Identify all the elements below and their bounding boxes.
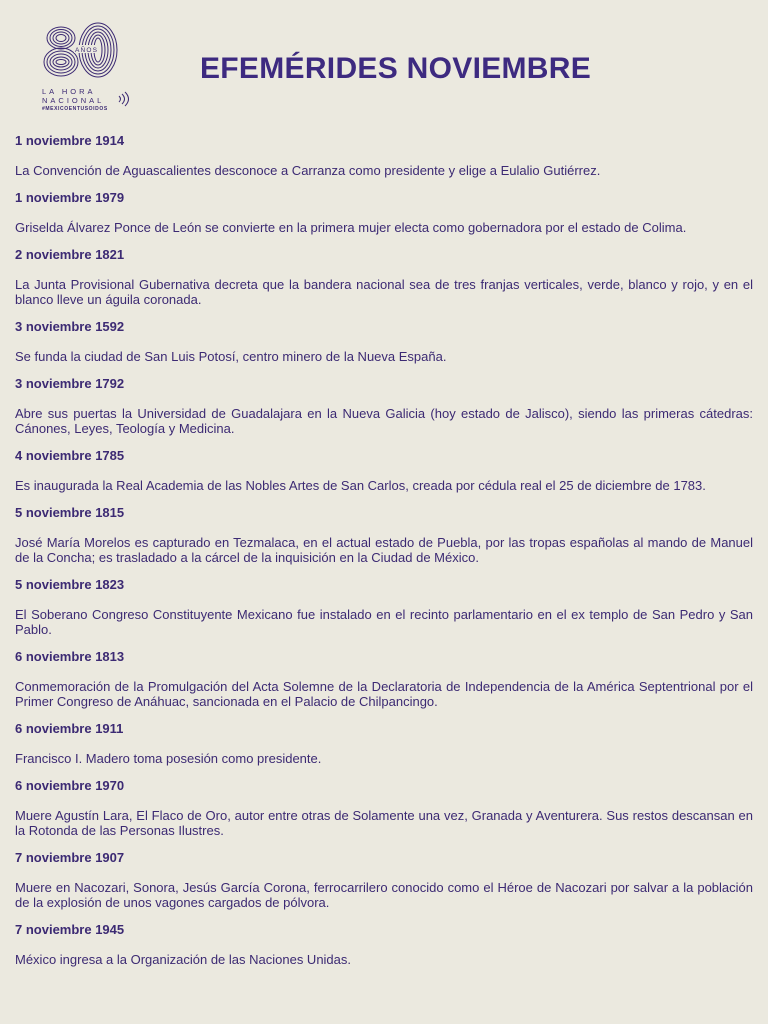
list-item bbox=[15, 247, 753, 307]
entry-text: Griselda Álvarez Ponce de León se convierte en la primera mujer electa como gobernadora por el estado de Colima. bbox=[15, 220, 687, 235]
entry-text: Es inaugurada la Real Academia de las Nobles Artes de San Carlos, creada por cédula real el 25 de diciembre de 1783. bbox=[15, 478, 706, 493]
la-hora-nacional-logo bbox=[18, 16, 146, 120]
entry-text: Muere Agustín Lara, El Flaco de Oro, autor entre otras de Solamente una vez, Granada y Aventurera. Sus restos descansan en la Rotonda de las Personas Ilustres. bbox=[15, 808, 753, 838]
list-item bbox=[15, 922, 753, 967]
list-item bbox=[15, 577, 753, 637]
entry-date: 1 noviembre 1914 bbox=[15, 133, 125, 148]
entries-list bbox=[15, 133, 753, 979]
logo-line-nacional: NACIONAL bbox=[42, 96, 105, 105]
entry-text: José María Morelos es capturado en Tezmalaca, en el actual estado de Puebla, por las tropas españolas al mando de Manuel de la Concha; es trasladado a la cárcel de la inquisición en la Ciudad de México. bbox=[15, 535, 753, 565]
entry-text: La Convención de Aguascalientes desconoce a Carranza como presidente y elige a Eulalio Gutiérrez. bbox=[15, 163, 601, 178]
logo-hashtag: #MEXICOENTUSOIDOS bbox=[42, 106, 108, 112]
entry-date: 1 noviembre 1979 bbox=[15, 190, 125, 205]
list-item bbox=[15, 850, 753, 910]
entry-text: El Soberano Congreso Constituyente Mexicano fue instalado en el recinto parlamentario en el ex templo de San Pedro y San Pablo. bbox=[15, 607, 753, 637]
list-item bbox=[15, 778, 753, 838]
entry-date: 5 noviembre 1815 bbox=[15, 505, 125, 520]
anos-label: AÑOS bbox=[75, 47, 99, 54]
entry-date: 2 noviembre 1821 bbox=[15, 247, 125, 262]
entry-text: Abre sus puertas la Universidad de Guadalajara en la Nueva Galicia (hoy estado de Jalisco), siendo las primeras cátedras: Cánones, Leyes, Teología y Medicina. bbox=[15, 406, 753, 436]
list-item bbox=[15, 448, 753, 493]
entry-date: 3 noviembre 1792 bbox=[15, 376, 125, 391]
entry-date: 4 noviembre 1785 bbox=[15, 448, 125, 463]
entry-text: La Junta Provisional Gubernativa decreta que la bandera nacional sea de tres franjas verticales, verde, blanco y rojo, y en el blanco lleve un águila coronada. bbox=[15, 277, 753, 307]
entry-date: 6 noviembre 1911 bbox=[15, 721, 124, 736]
logo-text bbox=[42, 87, 152, 113]
entry-date: 5 noviembre 1823 bbox=[15, 577, 125, 592]
logo-line-la-hora: LA HORA bbox=[42, 87, 96, 96]
entry-text: Conmemoración de la Promulgación del Acta Solemne de la Declaratoria de Independencia de la América Septentrional por el Primer Congreso de Anáhuac, sancionada en el Palacio de Chilpancingo. bbox=[15, 679, 753, 709]
entry-text: Muere en Nacozari, Sonora, Jesús García Corona, ferrocarrilero conocido como el Héroe de Nacozari por salvar a la población de la explosión de unos vagones cargados de pólvora. bbox=[15, 880, 753, 910]
list-item bbox=[15, 721, 753, 766]
entry-date: 7 noviembre 1945 bbox=[15, 922, 125, 937]
list-item bbox=[15, 133, 753, 178]
entry-date: 6 noviembre 1970 bbox=[15, 778, 125, 793]
list-item bbox=[15, 649, 753, 709]
entry-text: Se funda la ciudad de San Luis Potosí, centro minero de la Nueva España. bbox=[15, 349, 447, 364]
page-title: EFEMÉRIDES NOVIEMBRE bbox=[200, 52, 592, 85]
entry-date: 6 noviembre 1813 bbox=[15, 649, 125, 664]
page-header bbox=[0, 0, 768, 128]
list-item bbox=[15, 376, 753, 436]
list-item bbox=[15, 505, 753, 565]
entry-text: México ingresa a la Organización de las Naciones Unidas. bbox=[15, 952, 352, 967]
entry-date: 3 noviembre 1592 bbox=[15, 319, 125, 334]
entry-text: Francisco I. Madero toma posesión como presidente. bbox=[15, 751, 322, 766]
entry-date: 7 noviembre 1907 bbox=[15, 850, 125, 865]
list-item bbox=[15, 190, 753, 235]
list-item bbox=[15, 319, 753, 364]
